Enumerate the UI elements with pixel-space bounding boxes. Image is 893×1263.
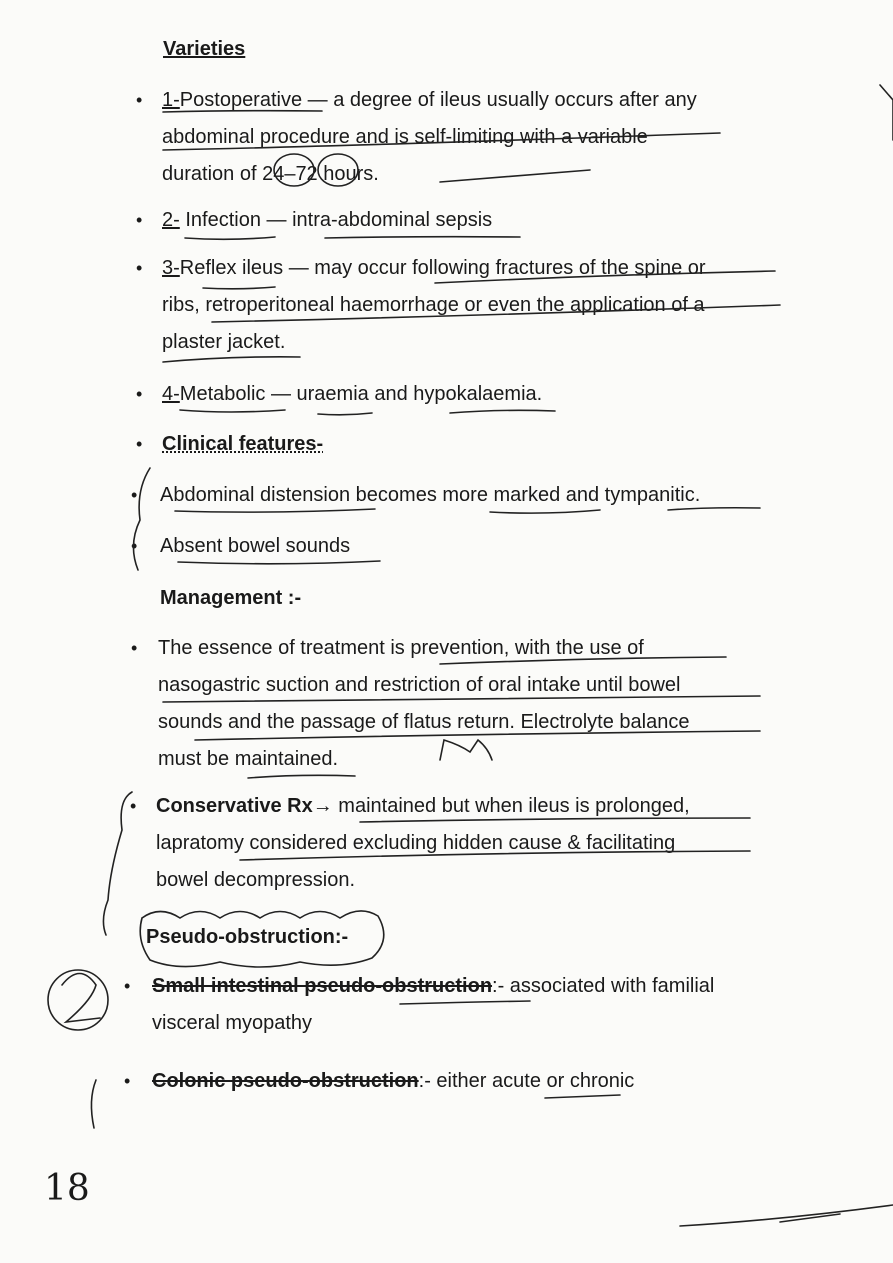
conservative-label: Conservative Rx→ bbox=[156, 795, 333, 817]
scribble-mark bbox=[880, 85, 893, 140]
varieties-heading: Varieties bbox=[163, 38, 246, 60]
item-text-line: duration of 24–72 hours. bbox=[162, 163, 379, 185]
item-text-line: abdominal procedure and is self-limiting with a variable bbox=[162, 126, 648, 148]
variety-item-2 bbox=[162, 202, 492, 239]
bullet: • bbox=[131, 485, 138, 505]
management-paragraph bbox=[158, 630, 689, 778]
bullet: • bbox=[130, 796, 137, 816]
pseudo-obstruction-heading: Pseudo-obstruction:- bbox=[146, 926, 349, 948]
pseudo-text-line: :- associated with familial bbox=[492, 975, 715, 997]
paragraph-line: sounds and the passage of flatus return. Electrolyte balance bbox=[158, 711, 690, 733]
pseudo-item-2 bbox=[152, 1063, 634, 1100]
item-text-line: Infection — intra-abdominal sepsis bbox=[179, 209, 493, 231]
bullet: • bbox=[131, 536, 138, 556]
item-number: 2- bbox=[162, 209, 180, 231]
item-number: 3- bbox=[162, 257, 180, 279]
item-text-line: plaster jacket. bbox=[162, 331, 286, 353]
brace-mark bbox=[103, 792, 132, 935]
bullet: • bbox=[124, 1071, 131, 1091]
circled-number-mark bbox=[48, 970, 108, 1030]
management-heading: Management :- bbox=[160, 587, 302, 609]
bullet: • bbox=[124, 976, 131, 996]
pseudo-text-line: :- either acute or chronic bbox=[418, 1070, 635, 1092]
page-number: 18 bbox=[44, 1168, 90, 1209]
conservative-treatment bbox=[156, 788, 690, 899]
scribble-mark bbox=[780, 1214, 840, 1222]
scribble-mark bbox=[680, 1205, 893, 1226]
clinical-item-1: Abdominal distension becomes more marked and tympanitic. bbox=[160, 484, 701, 506]
conservative-line: lapratomy considered excluding hidden cause & facilitating bbox=[156, 832, 676, 854]
paragraph-line: must be maintained. bbox=[158, 748, 339, 770]
item-number: 1- bbox=[162, 89, 180, 111]
item-number: 4- bbox=[162, 383, 180, 405]
pseudo-text-line: visceral myopathy bbox=[152, 1012, 313, 1034]
underline-stroke bbox=[318, 413, 372, 415]
bullet: • bbox=[136, 210, 143, 230]
clinical-heading-text: Clinical features- bbox=[162, 433, 324, 455]
clinical-features-heading bbox=[162, 426, 323, 463]
bullet: • bbox=[136, 434, 143, 454]
variety-item-1 bbox=[162, 82, 697, 193]
paragraph-line: nasogastric suction and restriction of oral intake until bowel bbox=[158, 674, 681, 696]
pseudo-item-1 bbox=[152, 968, 714, 1042]
pseudo-label: Colonic pseudo-obstruction bbox=[152, 1070, 419, 1092]
bullet: • bbox=[131, 638, 138, 658]
bullet: • bbox=[136, 258, 143, 278]
conservative-line: maintained but when ileus is prolonged, bbox=[332, 795, 690, 817]
bullet: • bbox=[136, 384, 143, 404]
conservative-line: bowel decompression. bbox=[156, 869, 355, 891]
brace-mark bbox=[91, 1080, 96, 1128]
item-text-line: Postoperative — a degree of ileus usually occurs after any bbox=[179, 89, 697, 111]
paragraph-line: The essence of treatment is prevention, with the use of bbox=[158, 637, 644, 659]
item-text-line: Reflex ileus — may occur following fractures of the spine or bbox=[179, 257, 706, 279]
bullet: • bbox=[136, 90, 143, 110]
pseudo-label: Small intestinal pseudo-obstruction bbox=[152, 975, 493, 997]
variety-item-4 bbox=[162, 376, 542, 413]
item-text-line: Metabolic — uraemia and hypokalaemia. bbox=[179, 383, 543, 405]
clinical-item-2: Absent bowel sounds bbox=[160, 535, 351, 557]
item-text-line: ribs, retroperitoneal haemorrhage or even the application of a bbox=[162, 294, 705, 316]
circled-number-mark bbox=[62, 974, 100, 1023]
variety-item-3 bbox=[162, 250, 706, 361]
